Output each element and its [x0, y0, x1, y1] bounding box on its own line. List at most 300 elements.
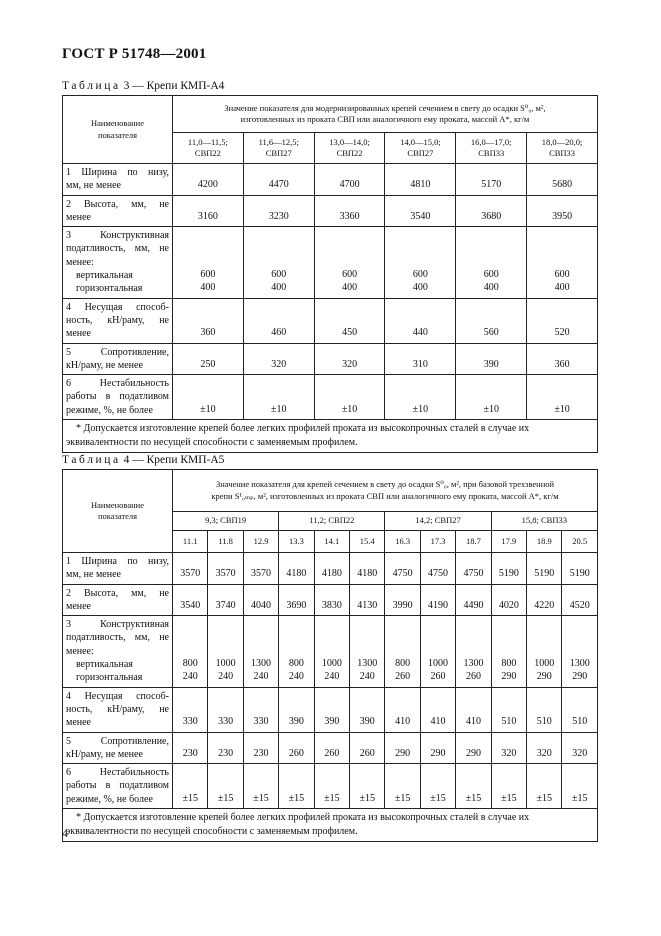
table4-cell-value: ±15 [394, 792, 411, 804]
table4-cell [314, 732, 349, 764]
table3-cell-value: ±10 [270, 403, 287, 415]
table4-cell [350, 732, 385, 764]
table4-cell-value: 510 [536, 716, 552, 728]
table4-cell-value: 4750 [392, 568, 413, 580]
table4-cell [456, 553, 491, 585]
table4-cell [350, 687, 385, 732]
table4-row-name-line: мм, не менее [66, 569, 121, 581]
table4-cell [350, 584, 385, 616]
table4-cell-value: 3690 [286, 599, 307, 611]
table3-note [63, 420, 598, 453]
table4-cell [350, 764, 385, 809]
table3-cell [173, 195, 244, 227]
table4-cell [491, 764, 526, 809]
table3-caption-text: 3 — Крепи КМП-А4 [120, 80, 225, 92]
table3-column-header-line: 11,6—12,5; [258, 136, 299, 147]
table3-cell [385, 343, 456, 375]
table4-cell-value: ±15 [324, 792, 340, 804]
table3-cell [314, 343, 385, 375]
table3-row [63, 227, 598, 298]
table4-cell-value: 800 [182, 658, 198, 670]
table4-cell-value: 330 [218, 716, 234, 728]
table4-cell-value: 3570 [180, 568, 201, 580]
table4-cell-value: 4190 [428, 599, 449, 611]
table3-cell-value: 4470 [268, 179, 289, 191]
table4-cell-value: 260 [359, 747, 375, 759]
table4-subcolumn-header: 12.9 [243, 531, 278, 553]
table3-cell [173, 164, 244, 196]
table3-cell-value: 400 [412, 282, 428, 294]
table4-cell-value: 3540 [180, 599, 201, 611]
table4-cell [491, 732, 526, 764]
page-number: 4 [62, 826, 68, 840]
table4-cell-value: 4180 [286, 568, 307, 580]
table4-cell-value: 3740 [215, 599, 236, 611]
table4-cell [350, 616, 385, 687]
table3-cell-value: 400 [200, 282, 216, 294]
table3-note-line: эквивалентности по несущей способности с заменяемым профилем. [66, 437, 358, 449]
table3-cell-value: 4200 [197, 179, 218, 191]
table3-cell [243, 195, 314, 227]
table4-cell [279, 764, 314, 809]
table3-row-name-line: менее: [66, 256, 94, 268]
table4-row-name-line: режиме, %, не более [66, 793, 153, 805]
table4-cell-value: 1300 [251, 658, 272, 670]
table3-cell [385, 227, 456, 298]
table3-cell-value: 400 [483, 282, 499, 294]
table4-cell-value: 510 [572, 716, 588, 728]
table3-row-name [63, 164, 173, 196]
table4-cell-value: 1300 [569, 658, 590, 670]
table3-cell-value: 460 [271, 327, 287, 339]
table3-cell [456, 298, 527, 343]
table3-cell [456, 164, 527, 196]
table4-cell-value: 4520 [569, 599, 590, 611]
table3-column-header-line: 13,0—14,0; [329, 136, 370, 147]
table3-cell [173, 227, 244, 298]
table3-cell [173, 375, 244, 420]
table4-row-name [63, 687, 173, 732]
table4-cell-value: 240 [288, 671, 304, 683]
table4-cell-value: 240 [359, 671, 375, 683]
table4-subcolumn-header: 18.9 [527, 531, 562, 553]
table4-note-row [63, 809, 598, 842]
table3-cell-value: 3160 [197, 210, 218, 222]
table4-cell [456, 616, 491, 687]
table4-row [63, 687, 598, 732]
table4-cell-value: 800 [501, 658, 517, 670]
table4-cell [420, 732, 455, 764]
table4-cell-value: 1300 [357, 658, 378, 670]
table4-cell-value: 3990 [392, 599, 413, 611]
table4-cell [350, 553, 385, 585]
table4-row [63, 732, 598, 764]
table4-cell [173, 764, 208, 809]
table3-row-name [63, 227, 173, 298]
table3-cell-value: 400 [554, 282, 570, 294]
table4-cell-value: 230 [218, 747, 234, 759]
table4-cell [208, 584, 243, 616]
table4-cell [456, 687, 491, 732]
table3-cell [314, 195, 385, 227]
table3-cell-value: 250 [200, 358, 216, 370]
table3-cell-value: 560 [483, 327, 499, 339]
table4-cell [385, 553, 420, 585]
table4-subcolumn-header: 16.3 [385, 531, 420, 553]
table3-row-name-line: менее [66, 211, 91, 223]
table4-cell [314, 616, 349, 687]
table4-subcolumn-header: 14.1 [314, 531, 349, 553]
table4-cell-value: ±15 [253, 792, 269, 804]
table3-column-header-line: 16,0—17,0; [470, 136, 512, 147]
table4-cell [243, 584, 278, 616]
table4-cell-value: 290 [395, 747, 411, 759]
table4-cell [456, 764, 491, 809]
table3-cell-value: 320 [342, 358, 358, 370]
table4-cell-value: 410 [465, 716, 481, 728]
table4-cell-value: ±15 [182, 792, 198, 804]
table3-column-header [173, 133, 244, 164]
table3-cell-value: ±10 [200, 403, 216, 415]
table3-cell [527, 227, 598, 298]
table4-cell-value: 330 [182, 716, 198, 728]
table4-cell-value: ±15 [465, 792, 482, 804]
table4-cell [173, 687, 208, 732]
table4-cell-value: 230 [253, 747, 269, 759]
table4-cell-value: 1000 [321, 658, 342, 670]
table4-cell [491, 553, 526, 585]
table4-cell [420, 553, 455, 585]
table3-cell [456, 375, 527, 420]
table4-row-name-line: 6 Нестабильность [66, 767, 169, 779]
table3-cell [243, 227, 314, 298]
table4-cell-value: 260 [288, 747, 304, 759]
table4-cell-value: 240 [182, 671, 198, 683]
table4-name-header-line: Наименование [91, 499, 144, 510]
table3-cell [527, 375, 598, 420]
table3-note-row [63, 420, 598, 453]
table4-cell-value: 260 [465, 671, 481, 683]
table3-cell [243, 375, 314, 420]
table4-row-name-line: менее: [66, 645, 94, 657]
table4-cell-value: 230 [182, 747, 198, 759]
table4-subcolumn-header: 11.1 [173, 531, 208, 553]
table4-cell [562, 616, 598, 687]
table4-cell [243, 616, 278, 687]
table4-cell [562, 732, 598, 764]
table4-row-name [63, 616, 173, 687]
table3-row-name-line: 1 Ширина по низу, [66, 167, 169, 178]
table4-row-name-line: кН/раму, не менее [66, 748, 143, 760]
table3-cell-value: 3540 [410, 210, 431, 222]
table4-cell [314, 553, 349, 585]
table4-cell-value: 330 [253, 716, 269, 728]
table4-group-header [173, 470, 598, 512]
table4-cell [208, 732, 243, 764]
table4-subcolumn-header: 11.8 [208, 531, 243, 553]
table3-cell-value: 600 [271, 269, 287, 281]
table3-row-name-line: вертикальная [76, 270, 133, 282]
table4-group-header-line: крепи S¹₀ₘₚ, м², изготовленных из проката СВП или аналогичного ему проката, массой A*, кг/м [211, 490, 559, 501]
table3-row-name-line: 6 Нестабильность [66, 378, 169, 390]
table3-row-name-line: мм, не менее [66, 180, 121, 192]
table3-column-header-line: СВП33 [549, 148, 576, 158]
table3-cell-value: 360 [200, 327, 216, 339]
table4-row-name-line: вертикальная [76, 659, 133, 671]
table4-row-name-line: 1 Ширина по низу, [66, 556, 169, 567]
table3-row-name-line: 2 Высота, мм, не [66, 198, 169, 210]
table4-cell [208, 764, 243, 809]
table3-cell [456, 195, 527, 227]
table3-column-header-line: 18,0—20,0; [541, 136, 583, 147]
table4-cell-value: 3830 [321, 599, 342, 611]
table3-cell [527, 164, 598, 196]
table4-cell [314, 764, 349, 809]
table4-row-name-line: менее [66, 717, 91, 729]
table3-cell-value: 5170 [481, 179, 502, 191]
table3-group-header-line: изготовленных из проката СВП или аналогичного ему проката, массой A*, кг/м [240, 114, 530, 124]
table3-column-header-line: 14,0—15,0; [400, 136, 441, 147]
table4-cell-value: 290 [430, 747, 446, 759]
table3-row-name-line: кН/раму, не менее [66, 359, 143, 371]
table4-cell [208, 553, 243, 585]
table3-cell-value: 400 [342, 282, 358, 294]
table3-row-name-line: 3 Конструктивная [66, 230, 169, 242]
table4-cell-value: 240 [218, 671, 234, 683]
table3-name-header-line: Наименование [91, 118, 144, 129]
table4-cell [420, 584, 455, 616]
table4-cell [491, 616, 526, 687]
table4-cell-value: ±15 [571, 792, 588, 804]
table3-cell-value: 3360 [339, 210, 360, 222]
table4-cell [527, 764, 562, 809]
table3-column-header-line: СВП27 [407, 148, 434, 158]
table3-cell-value: ±10 [483, 403, 499, 415]
table4-row-name [63, 764, 173, 809]
table4-cell-value: 1300 [463, 658, 484, 670]
table3-row [63, 164, 598, 196]
table4-cell-value: 390 [359, 716, 375, 728]
table3-cell [527, 195, 598, 227]
table3-cell-value: 310 [412, 358, 428, 370]
table4-group-header: 11,2; СВП22 [279, 512, 385, 531]
table3-row-name-line: работы в податливом [66, 391, 169, 403]
table3-group-header-line: Значение показателя для модернизированных крепей сечением в свету до осадки S⁰₀, м², [224, 102, 546, 113]
table3-row-name [63, 195, 173, 227]
table4-cell [562, 764, 598, 809]
table3-cell-value: 600 [554, 269, 570, 281]
table3-cell-value: ±10 [412, 403, 429, 415]
table4-cell [385, 764, 420, 809]
table4-cell [314, 687, 349, 732]
table4-cell [385, 732, 420, 764]
table4-cell-value: 390 [324, 716, 340, 728]
table4-note-line: эквивалентности по несущей способности с заменяемым профилем. [66, 826, 358, 838]
table3-row-name [63, 375, 173, 420]
table4-row [63, 553, 598, 585]
table3-column-header-line: 11,0—11,5; [187, 136, 228, 147]
table4-cell [491, 584, 526, 616]
table4-cell [208, 687, 243, 732]
table3-group-header [173, 96, 598, 133]
table3-cell [314, 227, 385, 298]
table4-cell [491, 687, 526, 732]
table4-row-name-line: 5 Сопротивление, [66, 735, 169, 747]
table4-cell-value: 4490 [463, 599, 484, 611]
table3-cell-value: 3230 [268, 210, 289, 222]
table4-cell [420, 687, 455, 732]
table3-cell-value: 520 [554, 327, 570, 339]
table4-cell-value: 1000 [534, 658, 555, 670]
table4-cell [385, 584, 420, 616]
table4-note-line: * Допускается изготовление крепей более легких профилей проката из высокопрочных сталей в случае их [76, 812, 530, 824]
table3-cell [243, 298, 314, 343]
table3-column-header [456, 133, 527, 164]
table3-row-name [63, 298, 173, 343]
table4-subcolumn-header: 17.9 [491, 531, 526, 553]
table4-cell [456, 732, 491, 764]
table4-cell-value: 260 [430, 671, 446, 683]
table4-caption [62, 454, 224, 466]
table3-caption-prefix: Таблица [62, 80, 121, 92]
table4-subcolumn-header: 13.3 [279, 531, 314, 553]
table3-row-name-line: режиме, %, не более [66, 404, 153, 416]
table4-cell-value: 5190 [534, 568, 555, 580]
table4-cell-value: 240 [253, 671, 269, 683]
table3-cell-value: 4810 [410, 179, 431, 191]
document-title: ГОСТ Р 51748—2001 [62, 46, 207, 62]
table3-cell-value: 600 [412, 269, 428, 281]
table4-cell [385, 616, 420, 687]
table3-cell-value: 400 [271, 282, 287, 294]
table4-cell [527, 553, 562, 585]
table4-subcolumn-header: 17.3 [420, 531, 455, 553]
table3-cell [527, 343, 598, 375]
table3-column-header [385, 133, 456, 164]
table4-caption-prefix: Таблица [62, 454, 121, 466]
table4-cell-value: 5190 [569, 568, 590, 580]
table4-row-name [63, 553, 173, 585]
table4-group-header-line: Значение показателя для крепей сечением в свету до осадки S⁰₀, м², при базовой трехзвенной [215, 479, 555, 490]
table4-cell-value: 320 [501, 747, 517, 759]
table3-name-header [63, 96, 173, 164]
table4-cell [279, 584, 314, 616]
table3-cell-value: 320 [271, 358, 287, 370]
table3-cell [385, 298, 456, 343]
table3-cell-value: 450 [342, 327, 358, 339]
table4-cell [562, 687, 598, 732]
table4-row-name [63, 732, 173, 764]
table4-cell-value: 4040 [251, 599, 272, 611]
table4-cell-value: 4180 [357, 568, 378, 580]
table4-cell [562, 553, 598, 585]
table4-cell-value: 390 [288, 716, 304, 728]
table3-row-name-line: ность, кН/раму, не [66, 314, 169, 326]
table3-column-header-line: СВП27 [265, 148, 292, 158]
table4-row [63, 616, 598, 687]
table4-subcolumn-header: 15.4 [350, 531, 385, 553]
table4-cell [279, 616, 314, 687]
table4-cell-value: 410 [430, 716, 446, 728]
table4-cell-value: 4220 [534, 599, 555, 611]
table4-cell-value: 320 [536, 747, 552, 759]
table4-cell [527, 732, 562, 764]
table3-caption [62, 80, 224, 92]
table4-cell [173, 584, 208, 616]
table3-row [63, 298, 598, 343]
table4-cell [279, 553, 314, 585]
table4-cell [527, 616, 562, 687]
table3-cell [456, 227, 527, 298]
table4-cell-value: 290 [536, 671, 552, 683]
table4-cell [527, 687, 562, 732]
table4-cell [173, 553, 208, 585]
table3-cell-value: ±10 [554, 403, 570, 415]
table3-cell-value: ±10 [341, 403, 358, 415]
table4-row [63, 584, 598, 616]
table4-cell [243, 687, 278, 732]
table3-cell-value: 600 [200, 269, 216, 281]
table4-cell-value: 260 [395, 671, 411, 683]
table4 [62, 469, 598, 842]
table3-row [63, 343, 598, 375]
table4-name-header-line: показателя [97, 511, 138, 521]
table4-cell-value: 510 [501, 716, 517, 728]
table4-row-name-line: ность, кН/раму, не [66, 703, 169, 715]
table4-cell [314, 584, 349, 616]
table3-cell [243, 343, 314, 375]
table4-cell-value: 320 [572, 747, 588, 759]
table4-cell [385, 687, 420, 732]
table4-cell-value: 4750 [428, 568, 449, 580]
table4-cell [243, 553, 278, 585]
table3-cell [173, 298, 244, 343]
table4-group-header: 14,2; СВП27 [385, 512, 491, 531]
table4-group-header: 15,8; СВП33 [491, 512, 597, 531]
table3-cell [314, 375, 385, 420]
table3-cell [385, 164, 456, 196]
table3-name-header-line: показателя [97, 129, 138, 140]
table4-cell-value: 800 [395, 658, 411, 670]
table3-cell-value: 3680 [481, 210, 502, 222]
table4-cell-value: 4020 [498, 599, 519, 611]
table4-cell-value: 260 [324, 747, 340, 759]
table3-cell-value: 390 [483, 358, 499, 370]
table4-cell-value: 410 [395, 716, 411, 728]
table4-cell-value: 290 [501, 671, 517, 683]
table4-cell [173, 732, 208, 764]
table4-caption-text: 4 — Крепи КМП-А5 [120, 454, 225, 466]
table3-column-header [527, 133, 598, 164]
table4-cell [243, 764, 278, 809]
table3-cell [385, 375, 456, 420]
table4-note [63, 809, 598, 842]
table3-column-header-line: СВП22 [336, 148, 363, 158]
table4-cell-value: 290 [572, 671, 588, 683]
table3-cell-value: 5680 [552, 179, 573, 191]
table3-cell-value: 600 [483, 269, 499, 281]
table4-cell-value: ±15 [288, 792, 305, 804]
table4-cell [420, 616, 455, 687]
table3-row-name-line: горизонтальная [76, 283, 143, 295]
table4-row [63, 764, 598, 809]
table4-cell-value: ±15 [536, 792, 553, 804]
table4-row-name-line: 2 Высота, мм, не [66, 587, 169, 599]
table3-cell [527, 298, 598, 343]
table4-cell-value: 290 [465, 747, 481, 759]
table3-cell [456, 343, 527, 375]
table4-row-name [63, 584, 173, 616]
